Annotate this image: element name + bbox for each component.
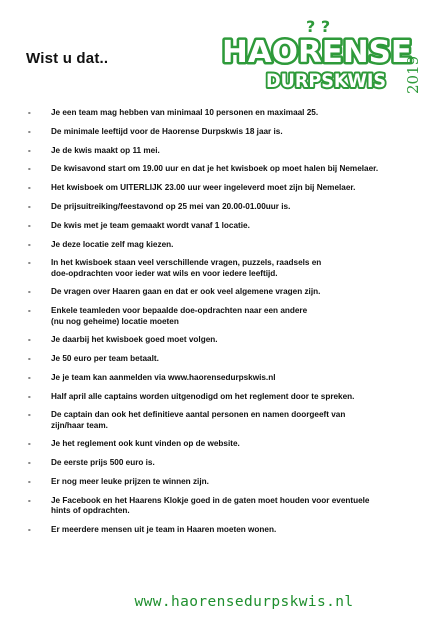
list-item-text: zijn/haar team. xyxy=(51,420,108,430)
bullet-dash: - xyxy=(28,287,31,297)
bullet-dash: - xyxy=(28,183,31,193)
bullet-dash: - xyxy=(28,258,31,268)
list-item-text: Er meerdere mensen uit je team in Haaren moeten wonen. xyxy=(51,524,277,534)
list-item xyxy=(0,240,448,251)
haorense-durpskwis-logo xyxy=(218,16,430,100)
list-item-text: Er nog meer leuke prijzen te winnen zijn. xyxy=(51,476,209,486)
list-item-text: Je je team kan aanmelden via www.haorensedurpskwis.nl xyxy=(51,372,276,382)
list-item xyxy=(0,458,448,469)
bullet-dash: - xyxy=(28,145,31,155)
list-item-text: De prijsuitreiking/feestavond op 25 mei van 20.00-01.00uur is. xyxy=(51,201,291,211)
bullet-dash: - xyxy=(28,524,31,534)
bullet-dash: - xyxy=(28,495,31,505)
list-item xyxy=(0,258,448,279)
list-item xyxy=(0,287,448,298)
bullet-dash: - xyxy=(28,126,31,136)
logo-question-marks: ? ? xyxy=(306,17,331,36)
list-item-text: Je de kwis maakt op 11 mei. xyxy=(51,145,160,155)
list-item xyxy=(0,439,448,450)
list-item xyxy=(0,373,448,384)
bullet-dash: - xyxy=(28,306,31,316)
list-item-text: Je deze locatie zelf mag kiezen. xyxy=(51,239,174,249)
facts-list xyxy=(0,108,448,544)
list-item-text: De minimale leeftijd voor de Haorense Durpskwis 18 jaar is. xyxy=(51,126,283,136)
list-item-text: hints of opdrachten. xyxy=(51,506,130,516)
page-title: Wist u dat.. xyxy=(26,50,109,67)
logo-year: 2019 xyxy=(404,55,422,94)
list-item-text: doe-opdrachten voor ieder wat wils en voor iedere leeftijd. xyxy=(51,268,278,278)
bullet-dash: - xyxy=(28,108,31,117)
bullet-dash: - xyxy=(28,201,31,211)
list-item xyxy=(0,221,448,232)
list-item-text: Enkele teamleden voor bepaalde doe-opdrachten naar een andere xyxy=(51,306,308,316)
list-item-text: De eerste prijs 500 euro is. xyxy=(51,458,155,468)
list-item xyxy=(0,183,448,194)
list-item xyxy=(0,392,448,403)
bullet-dash: - xyxy=(28,476,31,486)
bullet-dash: - xyxy=(28,335,31,345)
list-item-text: In het kwisboek staan veel verschillende vragen, puzzels, raadsels en xyxy=(51,258,322,268)
bullet-dash: - xyxy=(28,439,31,449)
list-item xyxy=(0,146,448,157)
list-item xyxy=(0,127,448,138)
list-item-text: Je daarbij het kwisboek goed moet volgen. xyxy=(51,335,218,345)
bullet-dash: - xyxy=(28,239,31,249)
website-url: www.haorensedurpskwis.nl xyxy=(134,594,354,610)
list-item-text: De kwis met je team gemaakt wordt vanaf 1 locatie. xyxy=(51,220,250,230)
list-item-text: Je Facebook en het Haarens Klokje goed in de gaten moet houden voor eventuele xyxy=(51,495,370,505)
logo-wordmark-top: HAORENSE xyxy=(222,35,412,70)
list-item-text: De vragen over Haaren gaan en dat er ook veel algemene vragen zijn. xyxy=(51,287,321,297)
list-item xyxy=(0,164,448,175)
list-item xyxy=(0,354,448,365)
list-item xyxy=(0,335,448,346)
list-item-text: De kwisavond start om 19.00 uur en dat je het kwisboek op moet halen bij Nemelaer. xyxy=(51,164,379,174)
list-item-text: Je een team mag hebben van minimaal 10 personen en maximaal 25. xyxy=(51,108,319,117)
list-item xyxy=(0,496,448,517)
list-item xyxy=(0,525,448,536)
logo-wordmark-bottom: DURPSKWIS xyxy=(266,70,386,92)
bullet-dash: - xyxy=(28,391,31,401)
list-item xyxy=(0,202,448,213)
list-item-text: Het kwisboek om UITERLIJK 23.00 uur weer ingeleverd moet zijn bij Nemelaer. xyxy=(51,183,356,193)
list-item-text: (nu nog geheime) locatie moeten xyxy=(51,316,179,326)
list-item xyxy=(0,306,448,327)
bullet-dash: - xyxy=(28,410,31,420)
list-item-text: Je het reglement ook kunt vinden op de website. xyxy=(51,439,240,449)
list-item xyxy=(0,477,448,488)
bullet-dash: - xyxy=(28,372,31,382)
list-item xyxy=(0,410,448,431)
list-item-text: Je 50 euro per team betaalt. xyxy=(51,353,159,363)
bullet-dash: - xyxy=(28,164,31,174)
list-item xyxy=(0,108,448,119)
bullet-dash: - xyxy=(28,220,31,230)
bullet-dash: - xyxy=(28,458,31,468)
bullet-dash: - xyxy=(28,353,31,363)
list-item-text: Half april alle captains worden uitgenodigd om het reglement door te spreken. xyxy=(51,391,355,401)
list-item-text: De captain dan ook het definitieve aantal personen en namen doorgeeft van xyxy=(51,410,346,420)
